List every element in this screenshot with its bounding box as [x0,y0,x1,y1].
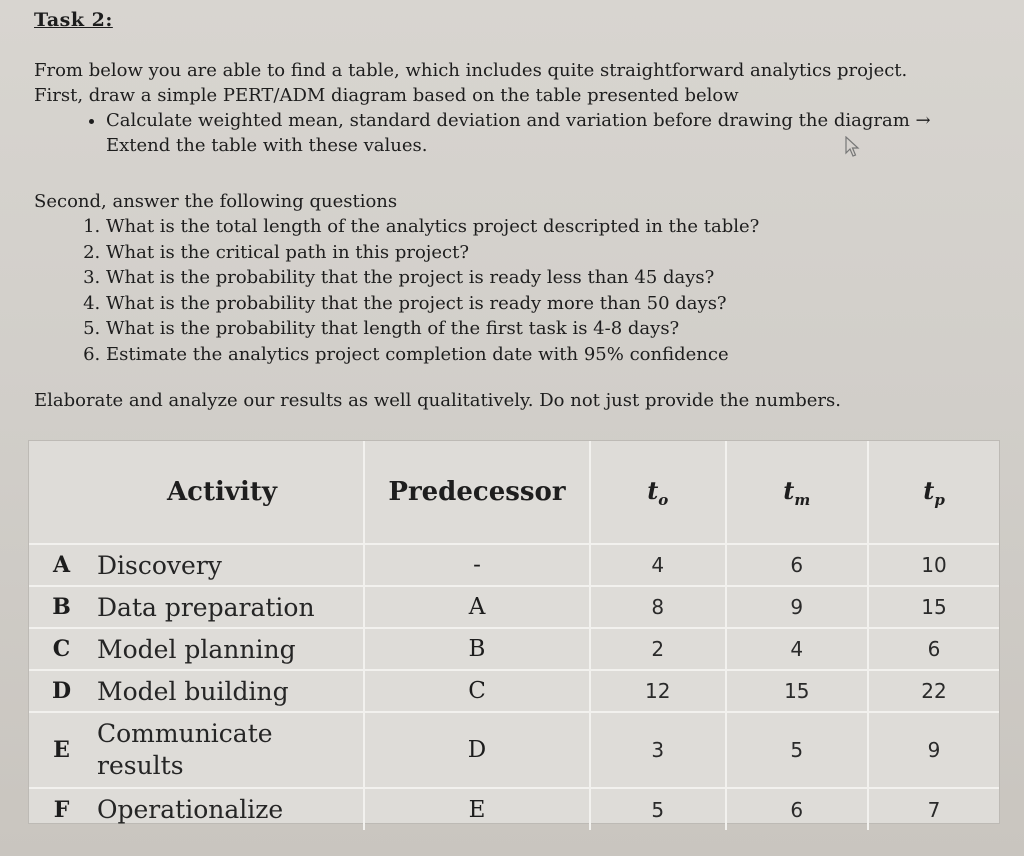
row-to: 2 [590,628,726,670]
row-tp: 10 [868,544,999,586]
row-tm: 6 [726,544,869,586]
row-activity: Model planning [81,628,364,670]
row-activity: Operationalize [81,788,364,830]
header-id [29,441,81,544]
row-tp: 15 [868,586,999,628]
question-item: 2. What is the critical path in this project? [106,240,994,266]
questions-list [34,214,994,367]
row-predecessor: E [364,788,590,830]
question-item: 1. What is the total length of the analytics project descripted in the table? [106,214,994,240]
task-title: Task 2: [34,9,113,31]
row-activity [81,712,364,788]
question-item: 3. What is the probability that the project is ready less than 45 days? [106,265,994,291]
row-id: D [29,670,81,712]
row-id: E [29,712,81,788]
row-tm: 9 [726,586,869,628]
table-row [29,670,999,712]
row-activity-line-1: Communicate [97,719,273,748]
questions-heading: Second, answer the following questions [34,191,398,212]
row-id: A [29,544,81,586]
intro-line-1: From below you are able to find a table, which includes quite straightforward analytics project. [34,60,908,81]
table-row [29,712,999,788]
activity-table [29,441,999,830]
row-id: C [29,628,81,670]
table-row [29,788,999,830]
row-tm: 4 [726,628,869,670]
row-predecessor: C [364,670,590,712]
question-item: 6. Estimate the analytics project completion date with 95% confidence [106,342,994,368]
activity-table-container [28,440,1000,824]
table-row [29,628,999,670]
mouse-cursor-icon [844,136,860,158]
elaborate-instruction: Elaborate and analyze our results as well qualitatively. Do not just provide the numbers. [34,390,841,411]
row-predecessor: D [364,712,590,788]
header-t-optimistic: $t_o$ [590,441,726,544]
row-activity-line-2: results [97,751,184,780]
question-item: 4. What is the probability that the project is ready more than 50 days? [106,291,994,317]
table-row [29,586,999,628]
bullet-text-1: Calculate weighted mean, standard deviation and variation before drawing the diagram → [106,110,931,131]
row-to: 5 [590,788,726,830]
table-row [29,544,999,586]
bullet-item [106,108,994,158]
row-predecessor: - [364,544,590,586]
table-header-row [29,441,999,544]
row-to: 4 [590,544,726,586]
header-t-pessimistic: $t_p$ [868,441,999,544]
header-predecessor: Predecessor [364,441,590,544]
row-activity: Model building [81,670,364,712]
row-tp: 22 [868,670,999,712]
header-t-most-likely: $t_m$ [726,441,869,544]
bullet-text-2: Extend the table with these values. [106,135,428,156]
row-to: 3 [590,712,726,788]
row-predecessor: B [364,628,590,670]
row-to: 12 [590,670,726,712]
row-tp: 6 [868,628,999,670]
row-activity: Discovery [81,544,364,586]
row-id: F [53,796,70,823]
row-activity: Data preparation [81,586,364,628]
row-tp: 7 [927,797,941,822]
row-to: 8 [590,586,726,628]
row-tm: 6 [726,788,869,830]
row-tm: 15 [726,670,869,712]
questions-section [34,190,994,367]
intro-line-2: First, draw a simple PERT/ADM diagram based on the table presented below [34,85,739,106]
header-activity: Activity [81,441,364,544]
row-predecessor: A [364,586,590,628]
row-tp: 9 [868,712,999,788]
question-item: 5. What is the probability that length of the first task is 4-8 days? [106,316,994,342]
row-tm: 5 [726,712,869,788]
row-id: B [29,586,81,628]
